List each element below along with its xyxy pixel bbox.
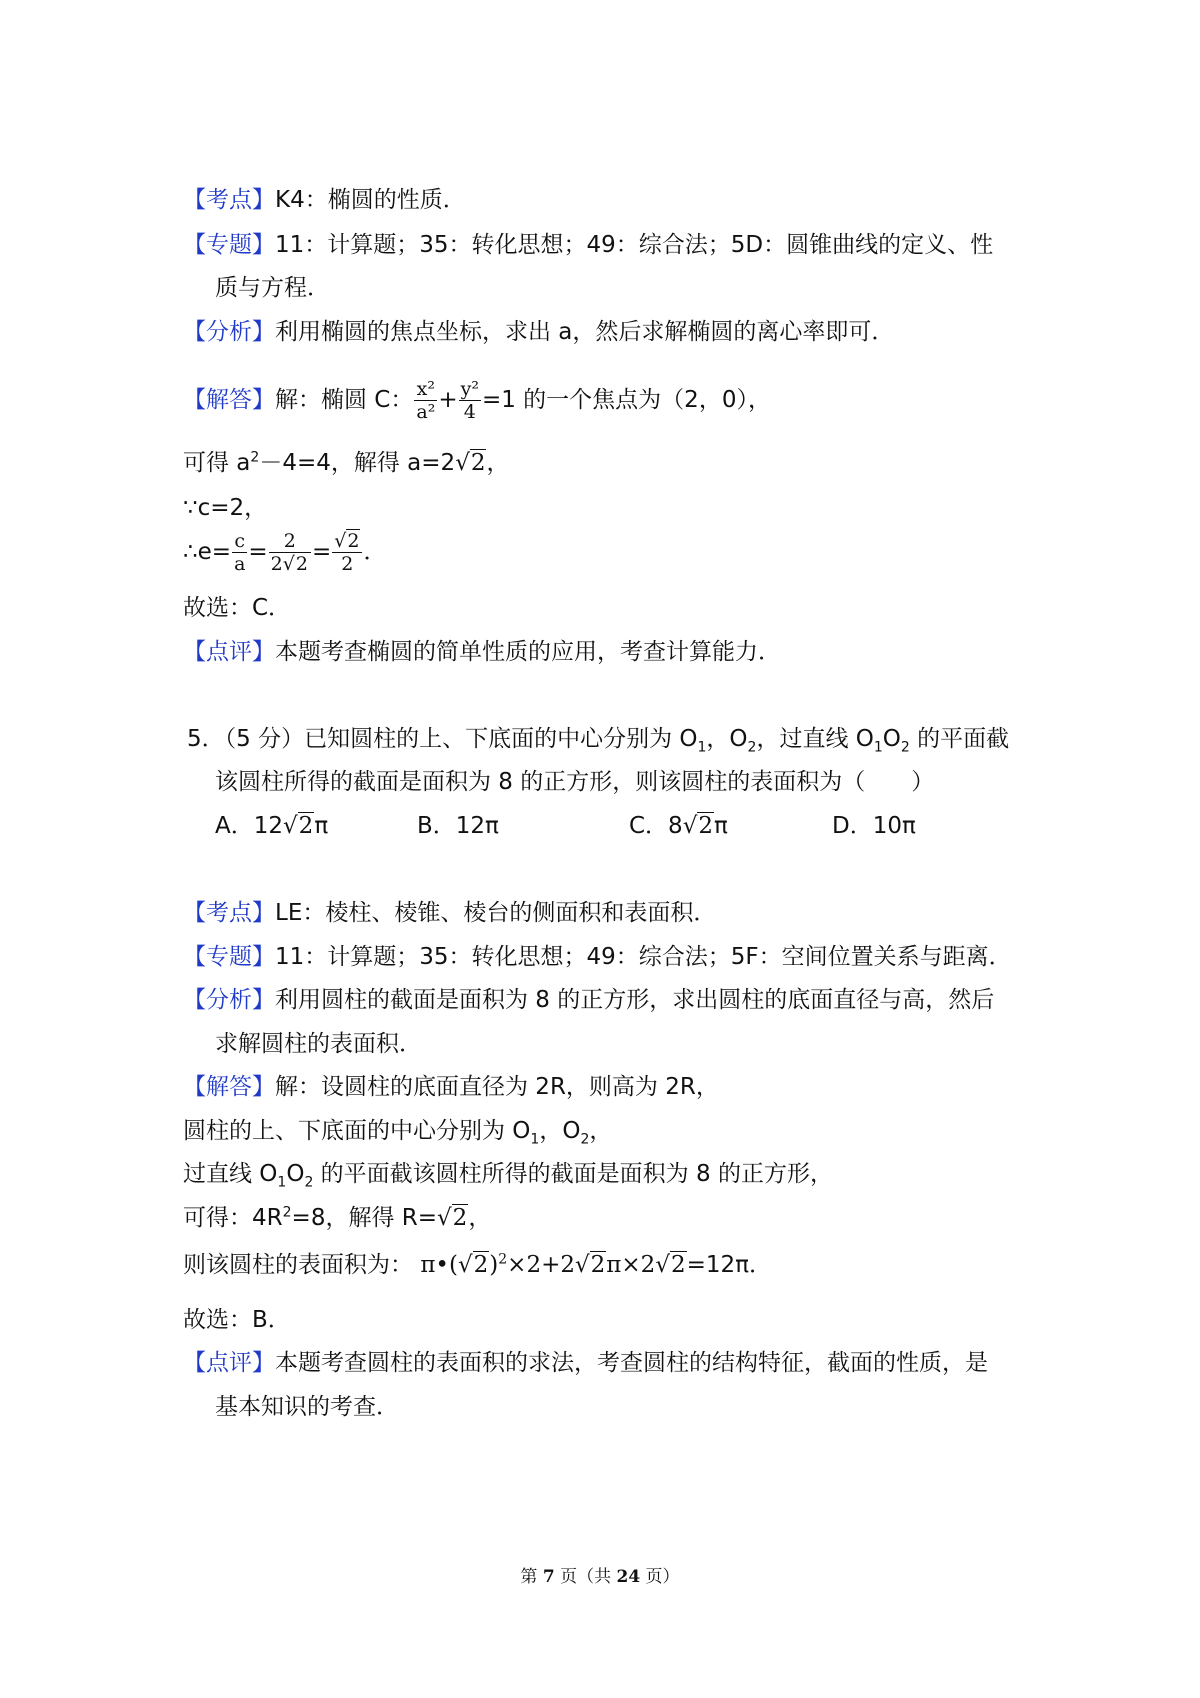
dianping-tag: 【点评】: [183, 639, 275, 665]
jieda-tag: 【解答】: [183, 1074, 275, 1100]
fenxi-line-5: [183, 985, 994, 1015]
text: =12π．: [686, 1252, 772, 1278]
text: ．: [363, 539, 387, 565]
equals: =: [311, 539, 332, 565]
answer-line-5: 故选：B．: [183, 1307, 291, 1333]
radicand: 2: [347, 530, 360, 552]
text: 可得：4R: [183, 1205, 283, 1231]
subscript: 2: [747, 739, 757, 756]
sqrt: √2: [282, 553, 308, 575]
dianping-tag: 【点评】: [183, 1350, 275, 1376]
sqrt: √2: [334, 530, 360, 552]
dianping-line-5-2: 基本知识的考查．: [215, 1394, 399, 1420]
text: 则该圆柱的表面积为：: [183, 1252, 413, 1278]
dianping-text: 本题考查圆柱的表面积的求法，考查圆柱的结构特征，截面的性质，是: [275, 1350, 988, 1376]
text: =8，解得 R=: [291, 1205, 438, 1231]
page-number: 7: [542, 1567, 555, 1587]
text: A．12: [215, 813, 284, 839]
subscript: 1: [697, 739, 707, 756]
radicand: 2: [470, 450, 486, 476]
kaodian-text: LE：棱柱、棱锥、棱台的侧面积和表面积．: [275, 900, 717, 926]
total-pages: 24: [616, 1567, 641, 1587]
jieda-line-5: [183, 1072, 719, 1102]
frac-denominator: a: [234, 553, 246, 575]
text: 的平面截: [909, 726, 1010, 752]
sqrt: √2: [283, 813, 314, 839]
sqrt: √2: [457, 1252, 489, 1278]
frac-numerator: x²: [414, 378, 437, 401]
text: π×2: [606, 1252, 656, 1278]
radicand: 2: [590, 1252, 606, 1278]
zhuanti-line: [183, 230, 993, 260]
subscript: 2: [304, 1174, 314, 1191]
solution-5-line-3: [183, 1159, 833, 1189]
subscript: 1: [277, 1174, 287, 1191]
radicand: 2: [452, 1205, 468, 1231]
text: 圆柱的上、下底面的中心分别为 O: [183, 1118, 531, 1144]
text: C．8: [629, 813, 683, 839]
text: ，过直线 O: [756, 726, 874, 752]
kaodian-line-5: [183, 898, 716, 928]
kaodian-text: K4：椭圆的性质．: [275, 187, 466, 213]
text: 可得 a: [183, 450, 251, 476]
page-footer: [0, 1562, 1200, 1587]
frac-numerator: [332, 530, 362, 553]
superscript: 2: [250, 449, 260, 466]
jieda-prefix: 解：椭圆 C：: [275, 387, 414, 413]
jieda-text: 解：设圆柱的底面直径为 2R，则高为 2R，: [275, 1074, 719, 1100]
zhuanti-line-5: [183, 942, 1012, 972]
solution-5-line-2: [183, 1116, 612, 1146]
plus-sign: +: [438, 387, 458, 413]
option-c: [629, 811, 728, 841]
zhuanti-tag: 【专题】: [183, 944, 275, 970]
dianping-text: 本题考查椭圆的简单性质的应用，考查计算能力．: [275, 639, 781, 665]
sqrt: √2: [574, 1252, 606, 1278]
text: －4=4，解得 a=2: [259, 450, 456, 476]
fenxi-tag: 【分析】: [183, 987, 275, 1013]
dianping-line-5: [183, 1348, 988, 1378]
fraction-y2-4: [459, 378, 481, 423]
zhuanti-text: 11：计算题；35：转化思想；49：综合法；5F：空间位置关系与距离．: [275, 944, 1012, 970]
zhuanti-line-2: 质与方程．: [215, 275, 330, 301]
text: ，O: [539, 1118, 581, 1144]
text: 2: [270, 553, 283, 575]
sqrt: √2: [655, 1252, 686, 1278]
radicand: 2: [670, 1252, 686, 1278]
fraction-2-2sqrt2: [269, 530, 311, 575]
frac-numerator: c: [232, 530, 247, 553]
option-a: [215, 811, 328, 841]
text: 过直线 O: [183, 1161, 278, 1187]
frac-denominator: 4: [463, 401, 476, 423]
subscript: 2: [580, 1131, 590, 1148]
text: O: [882, 726, 901, 752]
fenxi-text: 利用椭圆的焦点坐标，求出 a，然后求解椭圆的离心率即可．: [275, 319, 895, 345]
zhuanti-tag: 【专题】: [183, 232, 275, 258]
solution-5-line-4: [183, 1203, 491, 1233]
solution-line-3: ∵c=2，: [183, 495, 268, 521]
jieda-tag: 【解答】: [183, 387, 275, 413]
kaodian-tag: 【考点】: [183, 900, 275, 926]
option-d: D．10π: [832, 813, 916, 839]
radicand: 2: [473, 1252, 489, 1278]
fraction-x2-a2: [414, 378, 437, 423]
subscript: 1: [530, 1131, 540, 1148]
frac-numerator: 2: [269, 530, 311, 553]
jieda-suffix: =1 的一个焦点为（2，0），: [481, 387, 771, 413]
solution-5-line-5: [183, 1250, 772, 1280]
radicand: 2: [295, 553, 308, 575]
text: π•(: [420, 1252, 458, 1278]
text: ，: [589, 1118, 613, 1144]
kaodian-line: [183, 185, 466, 215]
text: 页）: [640, 1567, 680, 1587]
fenxi-line: [183, 317, 894, 347]
frac-numerator: y²: [460, 378, 479, 400]
fraction-c-a: [232, 530, 247, 575]
sqrt: √2: [682, 813, 713, 839]
text: 5．（5 分）已知圆柱的上、下底面的中心分别为 O: [187, 726, 698, 752]
surface-area-formula: [420, 1252, 686, 1278]
question-5-line-2: 该圆柱所得的截面是面积为 8 的正方形，则该圆柱的表面积为（ ）: [215, 769, 935, 795]
equals: =: [248, 539, 268, 565]
text: 的平面截该圆柱所得的截面是面积为 8 的正方形，: [313, 1161, 833, 1187]
radicand: 2: [698, 813, 713, 839]
text: ，O: [706, 726, 748, 752]
frac-denominator: a²: [416, 401, 436, 423]
sqrt: √2: [455, 450, 486, 476]
answer-line: 故选：C．: [183, 595, 292, 621]
jieda-line: [183, 378, 771, 423]
frac-denominator: [269, 553, 311, 575]
fenxi-text: 利用圆柱的截面是面积为 8 的正方形，求出圆柱的底面直径与高，然后: [275, 987, 995, 1013]
solution-line-2: [183, 448, 509, 478]
fraction-sqrt2-2: [332, 530, 362, 575]
dianping-line: [183, 637, 781, 667]
text: 第: [520, 1567, 543, 1587]
text: ∴e=: [183, 539, 232, 565]
question-5-line-1: [187, 724, 1009, 754]
text: ，: [486, 450, 510, 476]
text: ): [489, 1252, 499, 1278]
text: O: [286, 1161, 305, 1187]
text: ×2+2: [507, 1252, 575, 1278]
option-b: B．12π: [417, 813, 499, 839]
radicand: 2: [298, 813, 314, 839]
fenxi-tag: 【分析】: [183, 319, 275, 345]
text: ，: [468, 1205, 492, 1231]
superscript: 2: [282, 1204, 292, 1221]
zhuanti-text: 11：计算题；35：转化思想；49：综合法；5D：圆锥曲线的定义、性: [275, 232, 994, 258]
text: 页（共: [554, 1567, 617, 1587]
text: π: [714, 813, 728, 839]
subscript: 2: [900, 739, 910, 756]
kaodian-tag: 【考点】: [183, 187, 275, 213]
superscript: 2: [498, 1251, 508, 1268]
fenxi-line-5-2: 求解圆柱的表面积．: [215, 1031, 422, 1057]
solution-line-4: [183, 530, 386, 575]
text: π: [314, 813, 329, 839]
subscript: 1: [873, 739, 883, 756]
frac-denominator: 2: [341, 553, 354, 575]
sqrt: √2: [437, 1205, 468, 1231]
